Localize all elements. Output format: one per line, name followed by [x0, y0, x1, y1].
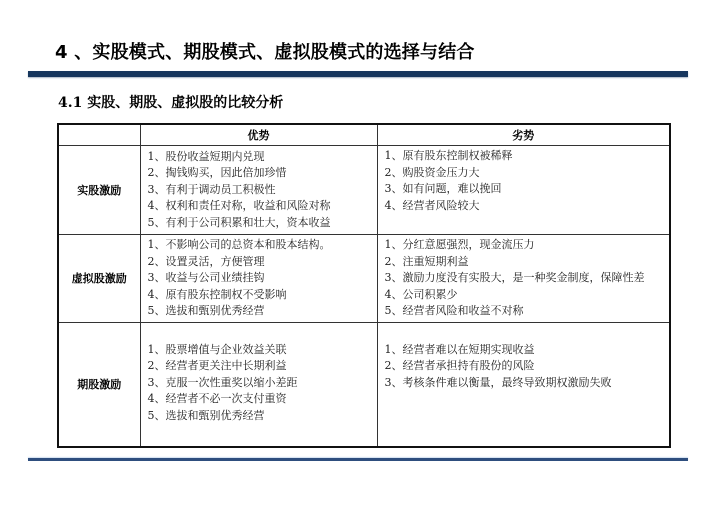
disadvantages-list — [378, 323, 670, 394]
row-label-option-stock: 期股激励 — [58, 322, 140, 447]
list-item: 5、选拔和甄别优秀经营 — [147, 408, 265, 422]
table-row-real-stock — [58, 146, 670, 235]
table-row-option-stock — [58, 322, 670, 447]
list-item: 4、权利和责任对称，收益和风险对称 — [147, 199, 331, 213]
table-header-row — [58, 124, 670, 146]
disadvantages-list — [378, 235, 670, 322]
list-item: 4、公司积累少 — [384, 287, 458, 301]
list-item: 2、经营者承担持有股份的风险 — [384, 359, 535, 372]
comparison-table — [57, 123, 671, 448]
list-item: 2、设置灵活，方便管理 — [147, 254, 265, 268]
title-divider-bar — [28, 71, 688, 77]
advantages-cell — [140, 235, 377, 323]
list-item: 2、注重短期利益 — [384, 254, 469, 268]
list-item: 5、选拔和甄别优秀经营 — [147, 304, 265, 317]
list-item: 2、购股资金压力大 — [384, 165, 480, 179]
list-item: 2、掏钱购买，因此倍加珍惜 — [147, 166, 287, 180]
advantages-cell — [140, 146, 377, 235]
table-row-virtual-stock — [58, 235, 670, 323]
advantages-list — [141, 323, 377, 427]
header-advantages: 优势 — [140, 124, 377, 146]
list-item: 4、经营者不必一次支付重资 — [147, 392, 287, 405]
list-item: 3、收益与公司业绩挂钩 — [147, 271, 265, 284]
header-disadvantages: 劣势 — [377, 124, 670, 146]
list-item: 5、有利于公司积累和壮大，资本收益 — [147, 215, 331, 229]
section-subtitle: 4.1 实股、期股、虚拟股的比较分析 — [58, 95, 284, 111]
footer-divider-bar — [28, 458, 688, 461]
list-item: 1、不影响公司的总资本和股本结构。 — [147, 238, 331, 251]
disadvantages-list — [378, 146, 670, 216]
advantages-list — [141, 147, 377, 234]
list-item: 3、克服一次性重奖以缩小差距 — [147, 375, 298, 389]
list-item: 1、股份收益短期内兑现 — [147, 149, 265, 163]
list-item: 3、如有问题，难以挽回 — [384, 182, 502, 195]
list-item: 3、考核条件难以衡量，最终导致期权激励失败 — [384, 375, 612, 389]
disadvantages-cell — [377, 146, 670, 235]
list-item: 3、有利于调动员工积极性 — [147, 182, 276, 196]
list-item: 3、激励力度没有实股大，是一种奖金制度，保障性差 — [384, 271, 645, 284]
list-item: 2、经营者更关注中长期利益 — [147, 359, 287, 372]
list-item: 4、原有股东控制权不受影响 — [147, 287, 287, 301]
header-empty-cell — [58, 124, 140, 146]
list-item: 1、经营者难以在短期实现收益 — [384, 342, 535, 356]
row-label-real-stock: 实股激励 — [58, 146, 140, 235]
slide-title: 4 、实股模式、期股模式、虚拟股模式的选择与结合 — [55, 42, 475, 63]
row-label-virtual-stock: 虚拟股激励 — [58, 235, 140, 323]
list-item: 1、股票增值与企业效益关联 — [147, 342, 287, 356]
list-item: 1、分红意愿强烈，现金流压力 — [384, 238, 535, 251]
list-item: 1、原有股东控制权被稀释 — [384, 149, 513, 162]
disadvantages-cell — [377, 322, 670, 447]
advantages-cell — [140, 322, 377, 447]
disadvantages-cell — [377, 235, 670, 323]
list-item: 4、经营者风险较大 — [384, 198, 480, 212]
list-item: 5、经营者风险和收益不对称 — [384, 304, 524, 317]
advantages-list — [141, 235, 377, 322]
